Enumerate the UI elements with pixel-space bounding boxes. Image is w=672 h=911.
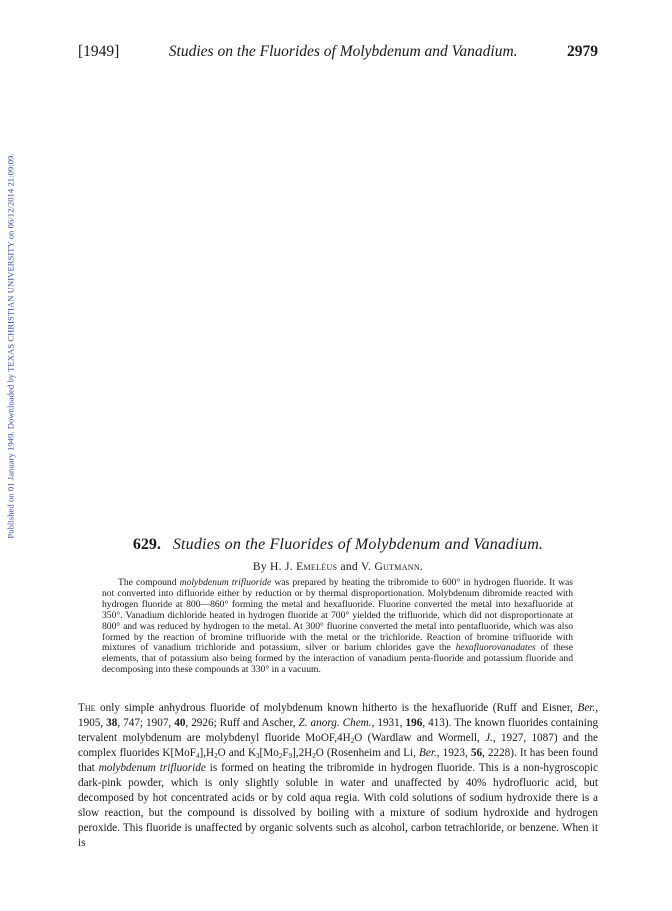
body-text-run: , 2926; Ruff and Ascher, xyxy=(185,717,296,730)
subscript: 2 xyxy=(214,752,218,761)
journal-name: J. xyxy=(485,732,493,745)
abstract-text: was prepared by heating the tribromide to 600° in hydrogen fluoride. It was not converted into difluoride either by reduction or by thermal disproportionation. Molybdenum dibromide reacted with hydrogen fluoride at 800—860° forming the metal and hexafluoride. Fluorine converted the metal into hexafluoride at 350°. Vanadium dichloride heated in hydrogen fluoride at 700° yielded the trifluoride, which did not disproportionate at 800° and was reduced by hydrogen to the metal. At 300° fluorine converted the metal into pentafluoride, which was also formed by the reaction of bromine trifluoride with the metal or the trichloride. Reaction of bromine trifluoride with mixtures of vanadium trichloride and potassium, silver or barium chlorides gave the xyxy=(102,577,573,654)
subscript: 3 xyxy=(256,752,260,761)
body-text-run: O (Wardlaw and Wormell, xyxy=(354,732,480,745)
body-text-run: , 1927, 1087) and the complex fluorides K[MoF xyxy=(78,732,599,760)
body-italic-term: molybdenum trifluoride xyxy=(98,762,206,775)
body-text-run: O (Rosenheim and Li, xyxy=(315,747,416,760)
header-title: Studies on the Fluorides of Molybdenum and Vanadium. xyxy=(168,43,518,60)
author-name: Emeléus xyxy=(296,561,338,573)
publication-sidebar xyxy=(4,96,18,596)
body-lead-word: The xyxy=(78,702,96,714)
body-text-run: , 1923, xyxy=(436,747,468,760)
article-title: Studies on the Fluorides of Molybdenum and Vanadium. xyxy=(172,536,544,553)
body-text-run: , 413). The known fluorides containing tervalent molybdenum are molybdenyl fluoride MoOF,4H xyxy=(78,717,599,745)
article-heading xyxy=(78,536,598,554)
volume-number: 56 xyxy=(470,747,483,760)
abstract-text: of these elements, that of potassium also being formed by the interaction of vanadium penta-fluoride and potassium fluoride and decomposing into these compounds at 330° in a vacuum. xyxy=(102,642,574,676)
volume-number: 38 xyxy=(106,717,118,730)
running-header xyxy=(78,43,598,61)
subscript: 2 xyxy=(278,752,283,761)
author-name: Gutmann. xyxy=(374,561,424,573)
journal-name: Ber. xyxy=(577,702,596,714)
abstract xyxy=(102,578,573,676)
body-text-run: ],2H xyxy=(292,747,313,760)
abstract-italic-term: molybdenum trifluoride xyxy=(179,577,272,588)
body-text-run: O and K xyxy=(217,747,257,760)
body-text-run: F xyxy=(282,747,289,760)
journal-name: Z. anorg. Chem. xyxy=(298,717,372,730)
body-text-run: , 1931, xyxy=(371,717,403,730)
body-text-run: , 747; 1907, xyxy=(117,717,172,730)
body-text-run: [Mo xyxy=(259,747,279,760)
publication-download-note: Published on 01 January 1949. Downloaded by TEXAS CHRISTIAN UNIVERSITY on 06/12/2014 21:09:09. xyxy=(6,153,17,539)
byline-by: By H. J. xyxy=(252,561,293,573)
subscript: 2 xyxy=(312,752,316,761)
abstract-text: The compound xyxy=(118,577,177,588)
volume-number: 40 xyxy=(174,717,186,730)
article-number: 629. xyxy=(132,536,161,553)
body-text-run: is formed on heating the tribromide in hydrogen fluoride. This is a non-hygroscopic dark-pink powder, which is only slightly soluble in water and unaffected by 40% hydrofluoric acid, but decomposed by hot concentrated acids or by cold aqua regia. With cold solutions of sodium hydroxide there is a slow reaction, but the compound is dissolved by boiling with a mixture of sodium hydroxide and hydrogen peroxide. This fluoride is unaffected by organic solvents such as alcohol, carbon tetrachloride, or benzene. When it is xyxy=(78,762,599,850)
journal-name: Ber. xyxy=(419,747,437,760)
subscript: 4 xyxy=(195,752,200,761)
byline-and: and V. xyxy=(340,561,372,573)
volume-number: 196 xyxy=(405,717,423,730)
abstract-paragraph xyxy=(102,578,573,676)
subscript: 9 xyxy=(288,752,293,761)
body-paragraph xyxy=(78,701,598,851)
header-year: [1949] xyxy=(78,43,120,60)
body-text-run: only simple anhydrous fluoride of molybdenum known hitherto is the hexafluoride (Ruff and Eisner, xyxy=(100,702,573,714)
page-number: 2979 xyxy=(566,43,598,60)
body-text-run: ],H xyxy=(199,747,215,760)
subscript: 2 xyxy=(350,737,355,746)
body-text-run: , 1905, xyxy=(78,702,599,730)
abstract-italic-term: hexafluorovanadates xyxy=(455,642,536,654)
body-text-run: , 2228). It has been found that xyxy=(78,747,598,775)
body-text xyxy=(78,701,598,851)
byline xyxy=(78,561,598,573)
